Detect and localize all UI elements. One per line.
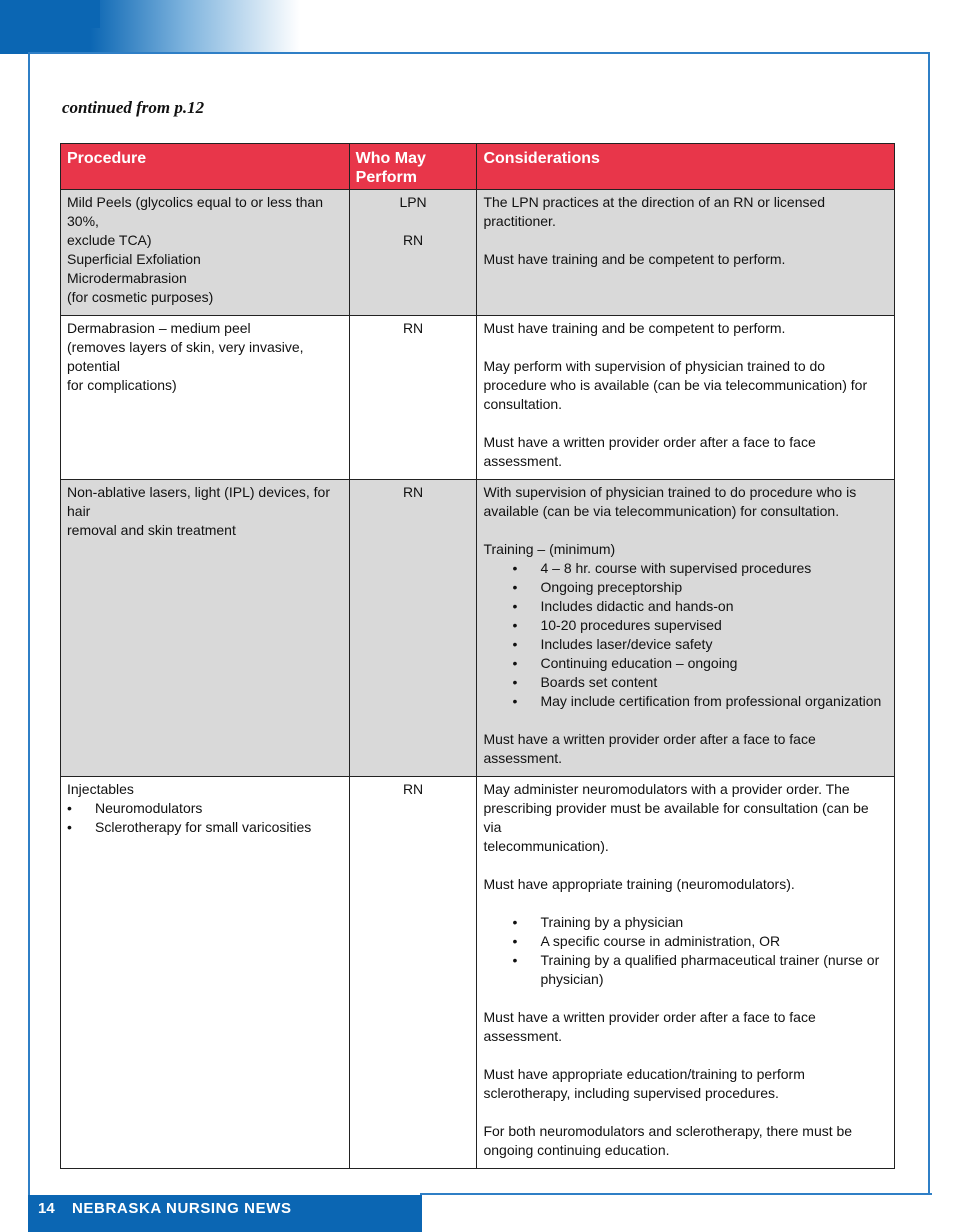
list-item: [483, 913, 888, 932]
training-list: [483, 913, 888, 989]
consideration-line: Must have training and be competent to perform.: [483, 251, 786, 267]
list-item: [483, 692, 888, 711]
consideration-line: telecommunication).: [483, 838, 609, 854]
list-item: [483, 951, 888, 989]
spacer: [483, 894, 888, 913]
table-row: [61, 316, 895, 480]
consideration-line: ongoing continuing education.: [483, 1142, 670, 1158]
list-item: [67, 799, 343, 818]
publication-name: NEBRASKA NURSING NEWS: [72, 1200, 292, 1217]
table-row: [61, 480, 895, 777]
header-procedure: Procedure: [61, 144, 350, 190]
consideration-line: May administer neuromodulators with a provider order. The: [483, 781, 850, 797]
spacer: [483, 711, 888, 730]
spacer: [483, 989, 888, 1008]
consideration-line: practitioner.: [483, 213, 556, 229]
list-item-text: 10-20 procedures supervised: [540, 617, 722, 633]
who-cell: [349, 190, 477, 316]
spacer: [483, 1046, 888, 1065]
procedure-cell: [61, 190, 350, 316]
bullet-icon: •: [512, 598, 518, 614]
considerations-cell: [477, 316, 895, 480]
who-value: LPN: [399, 194, 427, 210]
bullet-icon: •: [67, 800, 72, 816]
list-item-text: Boards set content: [540, 674, 658, 690]
procedure-line: Non-ablative lasers, light (IPL) devices, for hair: [67, 484, 330, 519]
bullet-icon: •: [512, 655, 518, 671]
training-heading: Training – (minimum): [483, 541, 616, 557]
list-item-text: Training by a physician: [540, 914, 684, 930]
list-item-text: Continuing education – ongoing: [540, 655, 738, 671]
list-item-text: Neuromodulators: [95, 800, 203, 816]
who-value: RN: [402, 320, 424, 336]
list-item-text: 4 – 8 hr. course with supervised procedures: [540, 560, 812, 576]
spacer: [483, 414, 888, 433]
list-item: [483, 559, 888, 578]
consideration-line: Must have appropriate training (neuromodulators).: [483, 876, 795, 892]
procedure-cell: [61, 316, 350, 480]
list-item: [67, 818, 343, 837]
consideration-line: With supervision of physician trained to do procedure who is: [483, 484, 857, 500]
continued-note: continued from p.12: [62, 98, 205, 117]
who-cell: [349, 777, 477, 1169]
procedures-table: [60, 143, 895, 1169]
procedure-line: exclude TCA): [67, 232, 152, 248]
considerations-cell: [477, 480, 895, 777]
table-header-row: [61, 144, 895, 190]
procedure-line: Superficial Exfoliation: [67, 251, 201, 267]
bullet-icon: •: [512, 560, 518, 576]
bullet-icon: •: [512, 952, 518, 968]
who-cell: [349, 480, 477, 777]
spacer: [483, 338, 888, 357]
bullet-icon: •: [512, 579, 518, 595]
top-gradient-bar: [0, 0, 300, 54]
list-item: [483, 597, 888, 616]
consideration-line: prescribing provider must be available for consultation (can be via: [483, 800, 869, 835]
list-item: [483, 673, 888, 692]
list-item-text: Sclerotherapy for small varicosities: [95, 819, 312, 835]
bullet-icon: •: [67, 819, 72, 835]
spacer: [483, 231, 888, 250]
procedure-line: Microdermabrasion: [67, 270, 187, 286]
header-who-line: Perform: [355, 169, 417, 186]
consideration-line: Must have a written provider order after a face to face: [483, 434, 816, 450]
bullet-icon: •: [512, 693, 518, 709]
header-considerations: Considerations: [477, 144, 895, 190]
list-item: [483, 654, 888, 673]
consideration-line: available (can be via telecommunication) for consultation.: [483, 503, 840, 519]
injectables-list: [67, 799, 343, 837]
consideration-line: For both neuromodulators and sclerotherapy, there must be: [483, 1123, 853, 1139]
bullet-icon: •: [512, 674, 518, 690]
who-cell: [349, 316, 477, 480]
procedure-line: Mild Peels (glycolics equal to or less than 30%,: [67, 194, 324, 229]
consideration-line: sclerotherapy, including supervised procedures.: [483, 1085, 779, 1101]
header-who-line: Who May: [355, 150, 426, 167]
bullet-icon: •: [512, 617, 518, 633]
considerations-cell: [477, 190, 895, 316]
procedure-line: for complications): [67, 377, 177, 393]
list-item-text: Includes laser/device safety: [540, 636, 713, 652]
consideration-line: Must have a written provider order after a face to face: [483, 1009, 816, 1025]
spacer: [483, 1103, 888, 1122]
consideration-line: procedure who is available (can be via telecommunication) for: [483, 377, 868, 393]
procedure-line: (removes layers of skin, very invasive, potential: [67, 339, 304, 374]
who-value: RN: [402, 484, 424, 500]
page-frame-bottom-rule: [420, 1193, 932, 1195]
procedure-line: removal and skin treatment: [67, 522, 236, 538]
consideration-line: assessment.: [483, 750, 563, 766]
procedure-line: Dermabrasion – medium peel: [67, 320, 251, 336]
procedure-cell: [61, 777, 350, 1169]
bullet-icon: •: [512, 933, 518, 949]
consideration-line: Must have training and be competent to perform.: [483, 320, 786, 336]
who-value: RN: [402, 781, 424, 797]
table-row: [61, 777, 895, 1169]
training-list: [483, 559, 888, 711]
list-item-text: May include certification from professional organization: [540, 693, 882, 709]
procedure-line: Injectables: [67, 781, 134, 797]
considerations-cell: [477, 777, 895, 1169]
consideration-line: May perform with supervision of physician trained to do: [483, 358, 826, 374]
list-item-text: Ongoing preceptorship: [540, 579, 683, 595]
bullet-icon: •: [512, 636, 518, 652]
list-item-text: A specific course in administration, OR: [540, 933, 781, 949]
consideration-line: Must have a written provider order after a face to face: [483, 731, 816, 747]
list-item: [483, 578, 888, 597]
spacer: [483, 521, 888, 540]
page-number: 14: [38, 1200, 55, 1217]
list-item-text: Includes didactic and hands-on: [540, 598, 734, 614]
consideration-line: assessment.: [483, 1028, 563, 1044]
header-who-may-perform: [349, 144, 477, 190]
list-item-text: Training by a qualified pharmaceutical trainer (nurse or physician): [540, 952, 880, 987]
consideration-line: The LPN practices at the direction of an RN or licensed: [483, 194, 826, 210]
procedure-line: (for cosmetic purposes): [67, 289, 214, 305]
list-item: [483, 616, 888, 635]
who-value: RN: [402, 232, 424, 248]
table-row: [61, 190, 895, 316]
consideration-line: Must have appropriate education/training to perform: [483, 1066, 805, 1082]
list-item: [483, 932, 888, 951]
spacer: [356, 212, 471, 231]
list-item: [483, 635, 888, 654]
footer-bar: [28, 1195, 422, 1232]
consideration-line: assessment.: [483, 453, 563, 469]
procedure-cell: [61, 480, 350, 777]
consideration-line: consultation.: [483, 396, 563, 412]
top-solid-block: [0, 0, 100, 28]
bullet-icon: •: [512, 914, 518, 930]
spacer: [483, 856, 888, 875]
